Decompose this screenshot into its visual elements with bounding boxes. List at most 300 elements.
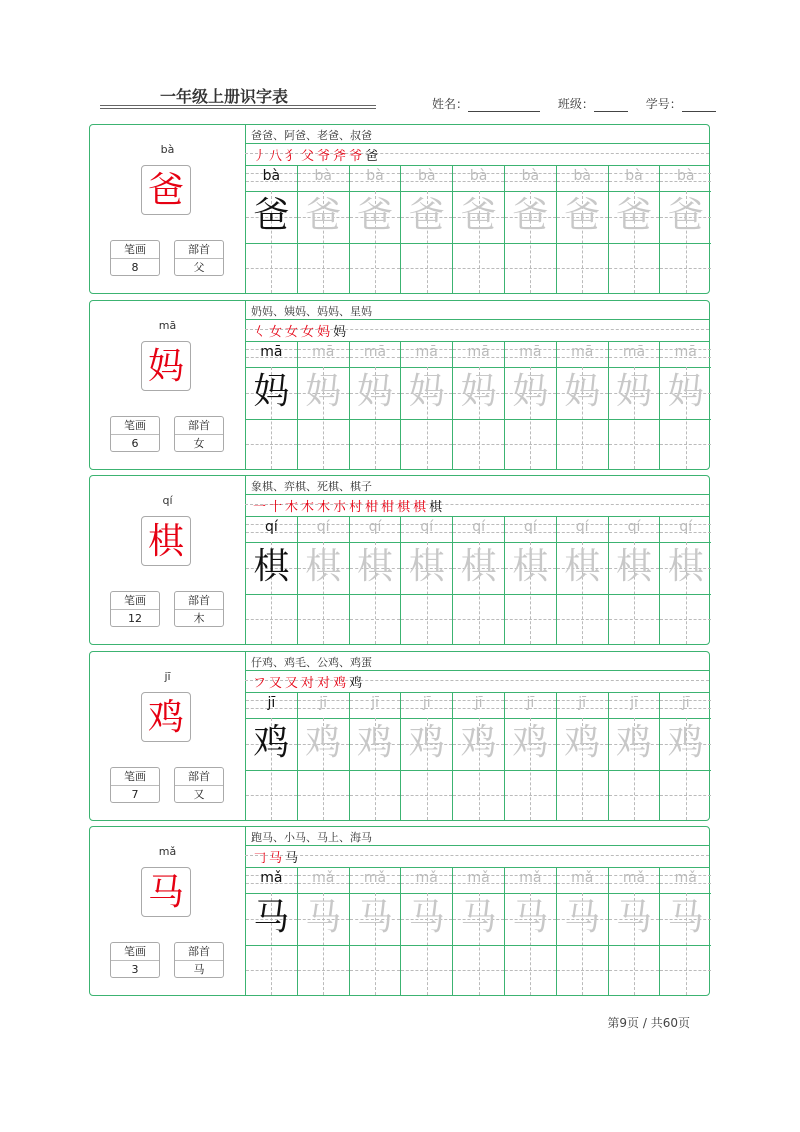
cell-divider bbox=[401, 419, 452, 420]
cell-char: 妈 bbox=[667, 371, 704, 412]
cell-mid-guide bbox=[557, 619, 608, 620]
practice-cell[interactable] bbox=[608, 516, 660, 644]
stroke-count-box bbox=[110, 240, 160, 276]
cell-mid-guide bbox=[557, 795, 608, 796]
cell-mid-guide bbox=[298, 444, 349, 445]
cell-char: 马 bbox=[460, 897, 497, 938]
cell-pinyin: mā bbox=[571, 344, 594, 360]
cell-divider bbox=[453, 594, 504, 595]
cell-pinyin: qí bbox=[679, 519, 693, 535]
stroke-step: 爷 bbox=[317, 149, 331, 164]
title-underline bbox=[100, 105, 376, 109]
stroke-count-box bbox=[110, 416, 160, 452]
cell-pinyin: qí bbox=[472, 519, 485, 535]
class-field[interactable] bbox=[594, 99, 628, 112]
practice-grid bbox=[245, 165, 711, 295]
stroke-count-label: 笔画 bbox=[111, 768, 159, 786]
cell-mid-guide bbox=[505, 970, 556, 971]
stroke-step: 棋 bbox=[397, 500, 411, 515]
character-card bbox=[89, 475, 710, 645]
practice-cell[interactable] bbox=[608, 165, 660, 293]
cell-mid-guide bbox=[298, 970, 349, 971]
card-info-panel bbox=[90, 827, 246, 995]
practice-cell[interactable] bbox=[556, 692, 608, 820]
card-info-panel bbox=[90, 301, 246, 469]
cell-divider bbox=[609, 594, 660, 595]
stroke-count-label: 笔画 bbox=[111, 241, 159, 259]
cell-mid-guide bbox=[660, 795, 711, 796]
stroke-step: 木 bbox=[301, 500, 315, 515]
cell-char: 妈 bbox=[253, 371, 290, 412]
cell-pinyin: qí bbox=[265, 519, 278, 535]
cell-pinyin: bà bbox=[366, 168, 384, 184]
cell-char: 鸡 bbox=[667, 722, 704, 763]
character-card bbox=[89, 651, 710, 821]
practice-cell[interactable] bbox=[245, 516, 297, 644]
cell-mid-guide bbox=[401, 619, 452, 620]
stroke-step: フ bbox=[253, 676, 267, 691]
cell-mid-guide bbox=[660, 619, 711, 620]
stroke-step: 木 bbox=[317, 500, 331, 515]
cell-mid-guide bbox=[505, 619, 556, 620]
cell-pinyin: jī bbox=[267, 695, 276, 711]
stroke-count-box bbox=[110, 591, 160, 627]
cell-pinyin: jī bbox=[578, 695, 587, 711]
stroke-count-value: 3 bbox=[131, 963, 139, 976]
char-pinyin: mǎ bbox=[158, 845, 177, 858]
stroke-step: 斧 bbox=[333, 149, 347, 164]
cell-divider bbox=[660, 945, 711, 946]
practice-cell[interactable] bbox=[659, 165, 711, 293]
practice-cell[interactable] bbox=[556, 867, 608, 995]
stroke-count-label: 笔画 bbox=[111, 592, 159, 610]
cell-divider bbox=[350, 770, 401, 771]
worksheet-title: 一年级上册识字表 bbox=[160, 87, 289, 106]
radical-box bbox=[174, 942, 224, 978]
practice-grid bbox=[245, 341, 711, 471]
cell-char: 妈 bbox=[305, 371, 342, 412]
cell-char: 鸡 bbox=[253, 722, 290, 763]
cell-char: 爸 bbox=[356, 195, 393, 236]
cell-divider bbox=[246, 243, 297, 244]
stroke-step: 鸡 bbox=[349, 676, 363, 691]
practice-cell[interactable] bbox=[504, 867, 556, 995]
example-words: 跑马、小马、马上、海马 bbox=[251, 831, 372, 844]
cell-char: 爸 bbox=[460, 195, 497, 236]
cell-mid-guide bbox=[505, 268, 556, 269]
cell-mid-guide bbox=[453, 444, 504, 445]
cell-divider bbox=[298, 419, 349, 420]
character-card bbox=[89, 300, 710, 470]
cell-char: 马 bbox=[408, 897, 445, 938]
student-info bbox=[432, 95, 716, 112]
stroke-step: 十 bbox=[269, 500, 283, 515]
cell-divider bbox=[609, 243, 660, 244]
cell-mid-guide bbox=[609, 795, 660, 796]
radical-label: 部首 bbox=[175, 417, 223, 435]
cell-divider bbox=[246, 594, 297, 595]
cell-char: 爸 bbox=[512, 195, 549, 236]
cell-divider bbox=[609, 945, 660, 946]
radical-box bbox=[174, 240, 224, 276]
cell-mid-guide bbox=[557, 444, 608, 445]
practice-cell[interactable] bbox=[556, 341, 608, 469]
cell-divider bbox=[350, 594, 401, 595]
practice-cell[interactable] bbox=[245, 867, 297, 995]
stroke-step: 𠃌 bbox=[253, 851, 267, 866]
cell-divider bbox=[350, 419, 401, 420]
cell-pinyin: mā bbox=[363, 344, 387, 360]
practice-grid bbox=[245, 516, 711, 646]
cell-divider bbox=[557, 945, 608, 946]
stroke-step: 一 bbox=[253, 500, 267, 515]
cell-pinyin: jī bbox=[474, 695, 483, 711]
cell-divider bbox=[453, 243, 504, 244]
practice-cell[interactable] bbox=[297, 516, 349, 644]
stroke-step: 马 bbox=[285, 851, 299, 866]
cell-mid-guide bbox=[660, 268, 711, 269]
radical-value: 木 bbox=[193, 612, 205, 625]
radical-label: 部首 bbox=[175, 768, 223, 786]
practice-cell[interactable] bbox=[297, 867, 349, 995]
practice-cell[interactable] bbox=[400, 516, 452, 644]
cell-mid-guide bbox=[350, 970, 401, 971]
practice-cell[interactable] bbox=[556, 516, 608, 644]
practice-cell[interactable] bbox=[608, 692, 660, 820]
practice-cell[interactable] bbox=[504, 165, 556, 293]
cell-pinyin: bà bbox=[469, 168, 488, 184]
practice-cell[interactable] bbox=[400, 867, 452, 995]
cell-divider bbox=[298, 945, 349, 946]
cell-char: 爸 bbox=[667, 195, 704, 236]
stroke-order bbox=[253, 496, 445, 515]
cell-divider bbox=[609, 770, 660, 771]
radical-label: 部首 bbox=[175, 241, 223, 259]
cell-pinyin: mǎ bbox=[312, 870, 335, 886]
cell-pinyin: qí bbox=[420, 519, 434, 535]
stroke-step: 棋 bbox=[429, 500, 443, 515]
cell-divider bbox=[246, 770, 297, 771]
stroke-step: 八 bbox=[269, 149, 283, 164]
cell-divider bbox=[557, 770, 608, 771]
row-divider bbox=[245, 845, 709, 846]
stroke-step: 父 bbox=[301, 149, 315, 164]
practice-cell[interactable] bbox=[504, 341, 556, 469]
cell-divider bbox=[505, 419, 556, 420]
cell-divider bbox=[505, 770, 556, 771]
cell-pinyin: jī bbox=[681, 695, 690, 711]
cell-pinyin: mā bbox=[260, 344, 283, 360]
practice-cell[interactable] bbox=[245, 165, 297, 293]
cell-pinyin: mǎ bbox=[571, 870, 594, 886]
stroke-step: ⺨ bbox=[285, 149, 299, 164]
cell-pinyin: mǎ bbox=[674, 870, 697, 886]
cell-char: 马 bbox=[512, 897, 549, 938]
stroke-step: 柑 bbox=[365, 500, 379, 515]
cell-pinyin: mā bbox=[519, 344, 542, 360]
stroke-count-value: 6 bbox=[131, 437, 139, 450]
stroke-step: 鸡 bbox=[333, 676, 347, 691]
practice-cell[interactable] bbox=[349, 867, 401, 995]
radical-box bbox=[174, 767, 224, 803]
cell-char: 鸡 bbox=[408, 722, 445, 763]
cell-char: 马 bbox=[667, 897, 704, 938]
row-divider bbox=[245, 319, 709, 320]
cell-divider bbox=[401, 594, 452, 595]
cell-pinyin: bà bbox=[677, 168, 695, 184]
cell-mid-guide bbox=[505, 444, 556, 445]
cell-char: 棋 bbox=[615, 546, 652, 587]
id-field[interactable] bbox=[682, 99, 716, 112]
cell-mid-guide bbox=[557, 970, 608, 971]
radical-value: 马 bbox=[193, 963, 205, 976]
cell-pinyin: mǎ bbox=[260, 870, 283, 886]
cell-pinyin: bà bbox=[573, 168, 591, 184]
practice-cell[interactable] bbox=[504, 516, 556, 644]
stroke-order bbox=[253, 145, 381, 164]
cell-mid-guide bbox=[505, 795, 556, 796]
practice-cell[interactable] bbox=[349, 692, 401, 820]
cell-mid-guide bbox=[609, 970, 660, 971]
practice-cell[interactable] bbox=[452, 867, 504, 995]
cell-pinyin: mā bbox=[674, 344, 697, 360]
cell-pinyin: mā bbox=[415, 344, 438, 360]
cell-char: 棋 bbox=[512, 546, 549, 587]
cell-mid-guide bbox=[246, 268, 297, 269]
row-divider bbox=[245, 143, 709, 144]
cell-divider bbox=[298, 243, 349, 244]
cell-divider bbox=[246, 945, 297, 946]
cell-mid-guide bbox=[609, 619, 660, 620]
cell-divider bbox=[660, 594, 711, 595]
example-words: 爸爸、阿爸、老爸、叔爸 bbox=[251, 129, 372, 142]
cell-mid-guide bbox=[660, 444, 711, 445]
char-display: 爸 bbox=[141, 165, 191, 215]
cell-char: 爸 bbox=[564, 195, 601, 236]
stroke-step: 女 bbox=[269, 325, 283, 340]
practice-cell[interactable] bbox=[452, 341, 504, 469]
cell-pinyin: qí bbox=[368, 519, 382, 535]
cell-mid-guide bbox=[557, 268, 608, 269]
cell-divider bbox=[557, 419, 608, 420]
cell-pinyin: mǎ bbox=[519, 870, 542, 886]
practice-cell[interactable] bbox=[245, 341, 297, 469]
practice-cell[interactable] bbox=[556, 165, 608, 293]
cell-char: 鸡 bbox=[564, 722, 601, 763]
stroke-step: 柑 bbox=[381, 500, 395, 515]
cell-pinyin: bà bbox=[418, 168, 436, 184]
name-field[interactable] bbox=[468, 99, 540, 112]
cell-divider bbox=[453, 770, 504, 771]
cell-divider bbox=[660, 243, 711, 244]
radical-label: 部首 bbox=[175, 943, 223, 961]
radical-box bbox=[174, 591, 224, 627]
char-display: 马 bbox=[141, 867, 191, 917]
card-info-panel bbox=[90, 652, 246, 820]
cell-char: 爸 bbox=[615, 195, 652, 236]
stroke-step: 丿 bbox=[253, 149, 267, 164]
cell-mid-guide bbox=[298, 268, 349, 269]
practice-cell[interactable] bbox=[659, 341, 711, 469]
cell-pinyin: bà bbox=[262, 168, 281, 184]
cell-mid-guide bbox=[401, 970, 452, 971]
cell-char: 妈 bbox=[460, 371, 497, 412]
practice-cell[interactable] bbox=[297, 341, 349, 469]
cell-mid-guide bbox=[246, 970, 297, 971]
cell-char: 棋 bbox=[460, 546, 497, 587]
cell-pinyin: qí bbox=[316, 519, 330, 535]
cell-char: 鸡 bbox=[460, 722, 497, 763]
row-guide bbox=[245, 855, 709, 856]
practice-grid bbox=[245, 692, 711, 822]
practice-cell[interactable] bbox=[245, 692, 297, 820]
cell-char: 马 bbox=[356, 897, 393, 938]
cell-pinyin: qí bbox=[627, 519, 641, 535]
class-label: 班级： bbox=[557, 97, 594, 111]
cell-pinyin: jī bbox=[630, 695, 638, 711]
cell-pinyin: mǎ bbox=[363, 870, 387, 886]
cell-mid-guide bbox=[401, 795, 452, 796]
cell-divider bbox=[557, 594, 608, 595]
cell-divider bbox=[401, 945, 452, 946]
character-card bbox=[89, 124, 710, 294]
cell-char: 棋 bbox=[253, 546, 290, 587]
cell-divider bbox=[660, 419, 711, 420]
practice-cell[interactable] bbox=[452, 516, 504, 644]
practice-cell[interactable] bbox=[659, 867, 711, 995]
stroke-step: 爷 bbox=[349, 149, 363, 164]
cell-divider bbox=[660, 770, 711, 771]
stroke-order bbox=[253, 321, 349, 340]
cell-char: 棋 bbox=[356, 546, 393, 587]
practice-cell[interactable] bbox=[349, 165, 401, 293]
stroke-step: 朩 bbox=[333, 500, 347, 515]
cell-mid-guide bbox=[350, 268, 401, 269]
char-display: 鸡 bbox=[141, 692, 191, 742]
char-display: 棋 bbox=[141, 516, 191, 566]
cell-divider bbox=[401, 243, 452, 244]
cell-pinyin: mǎ bbox=[415, 870, 438, 886]
stroke-step: 对 bbox=[301, 676, 315, 691]
stroke-count-label: 笔画 bbox=[111, 943, 159, 961]
practice-cell[interactable] bbox=[659, 516, 711, 644]
cell-char: 妈 bbox=[512, 371, 549, 412]
cell-char: 棋 bbox=[564, 546, 601, 587]
cell-mid-guide bbox=[609, 268, 660, 269]
cell-pinyin: mā bbox=[312, 344, 335, 360]
example-words: 仔鸡、鸡毛、公鸡、鸡蛋 bbox=[251, 656, 372, 669]
stroke-step: 女 bbox=[285, 325, 299, 340]
cell-divider bbox=[453, 419, 504, 420]
example-words: 奶妈、姨妈、妈妈、星妈 bbox=[251, 305, 372, 318]
card-info-panel bbox=[90, 476, 246, 644]
cell-divider bbox=[505, 945, 556, 946]
cell-divider bbox=[453, 945, 504, 946]
cell-mid-guide bbox=[246, 444, 297, 445]
cell-char: 爸 bbox=[305, 195, 342, 236]
stroke-step: 马 bbox=[269, 851, 283, 866]
example-words: 象棋、弈棋、死棋、棋子 bbox=[251, 480, 372, 493]
stroke-step: 妈 bbox=[317, 325, 331, 340]
stroke-count-box bbox=[110, 767, 160, 803]
cell-char: 妈 bbox=[356, 371, 393, 412]
practice-cell[interactable] bbox=[400, 165, 452, 293]
cell-mid-guide bbox=[660, 970, 711, 971]
radical-box bbox=[174, 416, 224, 452]
cell-char: 马 bbox=[305, 897, 342, 938]
cell-divider bbox=[505, 243, 556, 244]
radical-value: 又 bbox=[193, 788, 205, 801]
cell-char: 鸡 bbox=[615, 722, 652, 763]
cell-mid-guide bbox=[453, 970, 504, 971]
cell-char: 马 bbox=[564, 897, 601, 938]
char-display: 妈 bbox=[141, 341, 191, 391]
name-label: 姓名： bbox=[432, 97, 469, 111]
character-card bbox=[89, 826, 710, 996]
cell-char: 妈 bbox=[564, 371, 601, 412]
cell-char: 棋 bbox=[667, 546, 704, 587]
cell-pinyin: mǎ bbox=[467, 870, 490, 886]
cell-char: 鸡 bbox=[356, 722, 393, 763]
char-pinyin: qí bbox=[162, 494, 173, 507]
practice-cell[interactable] bbox=[349, 341, 401, 469]
id-label: 学号： bbox=[645, 97, 682, 111]
practice-cell[interactable] bbox=[608, 341, 660, 469]
stroke-order bbox=[253, 847, 301, 866]
cell-divider bbox=[505, 594, 556, 595]
cell-divider bbox=[246, 419, 297, 420]
cell-pinyin: mā bbox=[467, 344, 490, 360]
practice-cell[interactable] bbox=[452, 165, 504, 293]
cell-pinyin: jī bbox=[526, 695, 535, 711]
stroke-step: 爸 bbox=[365, 149, 379, 164]
practice-cell[interactable] bbox=[297, 692, 349, 820]
radical-value: 父 bbox=[193, 261, 205, 274]
practice-cell[interactable] bbox=[349, 516, 401, 644]
stroke-count-value: 8 bbox=[131, 261, 139, 274]
stroke-step: 村 bbox=[349, 500, 363, 515]
cell-pinyin: qí bbox=[575, 519, 589, 535]
practice-cell[interactable] bbox=[297, 165, 349, 293]
stroke-count-label: 笔画 bbox=[111, 417, 159, 435]
practice-cell[interactable] bbox=[400, 692, 452, 820]
cell-divider bbox=[298, 594, 349, 595]
cell-mid-guide bbox=[453, 795, 504, 796]
practice-cell[interactable] bbox=[608, 867, 660, 995]
cell-mid-guide bbox=[350, 619, 401, 620]
practice-cell[interactable] bbox=[659, 692, 711, 820]
char-pinyin: mā bbox=[158, 319, 177, 332]
cell-char: 马 bbox=[253, 897, 290, 938]
practice-cell[interactable] bbox=[452, 692, 504, 820]
cell-char: 马 bbox=[615, 897, 652, 938]
cell-mid-guide bbox=[298, 619, 349, 620]
cell-mid-guide bbox=[246, 795, 297, 796]
cell-mid-guide bbox=[453, 619, 504, 620]
practice-grid bbox=[245, 867, 711, 997]
cell-char: 棋 bbox=[408, 546, 445, 587]
practice-cell[interactable] bbox=[504, 692, 556, 820]
cell-mid-guide bbox=[350, 795, 401, 796]
stroke-count-value: 7 bbox=[131, 788, 139, 801]
cell-pinyin: jī bbox=[422, 695, 431, 711]
practice-cell[interactable] bbox=[400, 341, 452, 469]
char-pinyin: bà bbox=[160, 143, 175, 156]
cell-divider bbox=[350, 945, 401, 946]
cell-mid-guide bbox=[401, 268, 452, 269]
card-info-panel bbox=[90, 125, 246, 293]
cell-mid-guide bbox=[453, 268, 504, 269]
